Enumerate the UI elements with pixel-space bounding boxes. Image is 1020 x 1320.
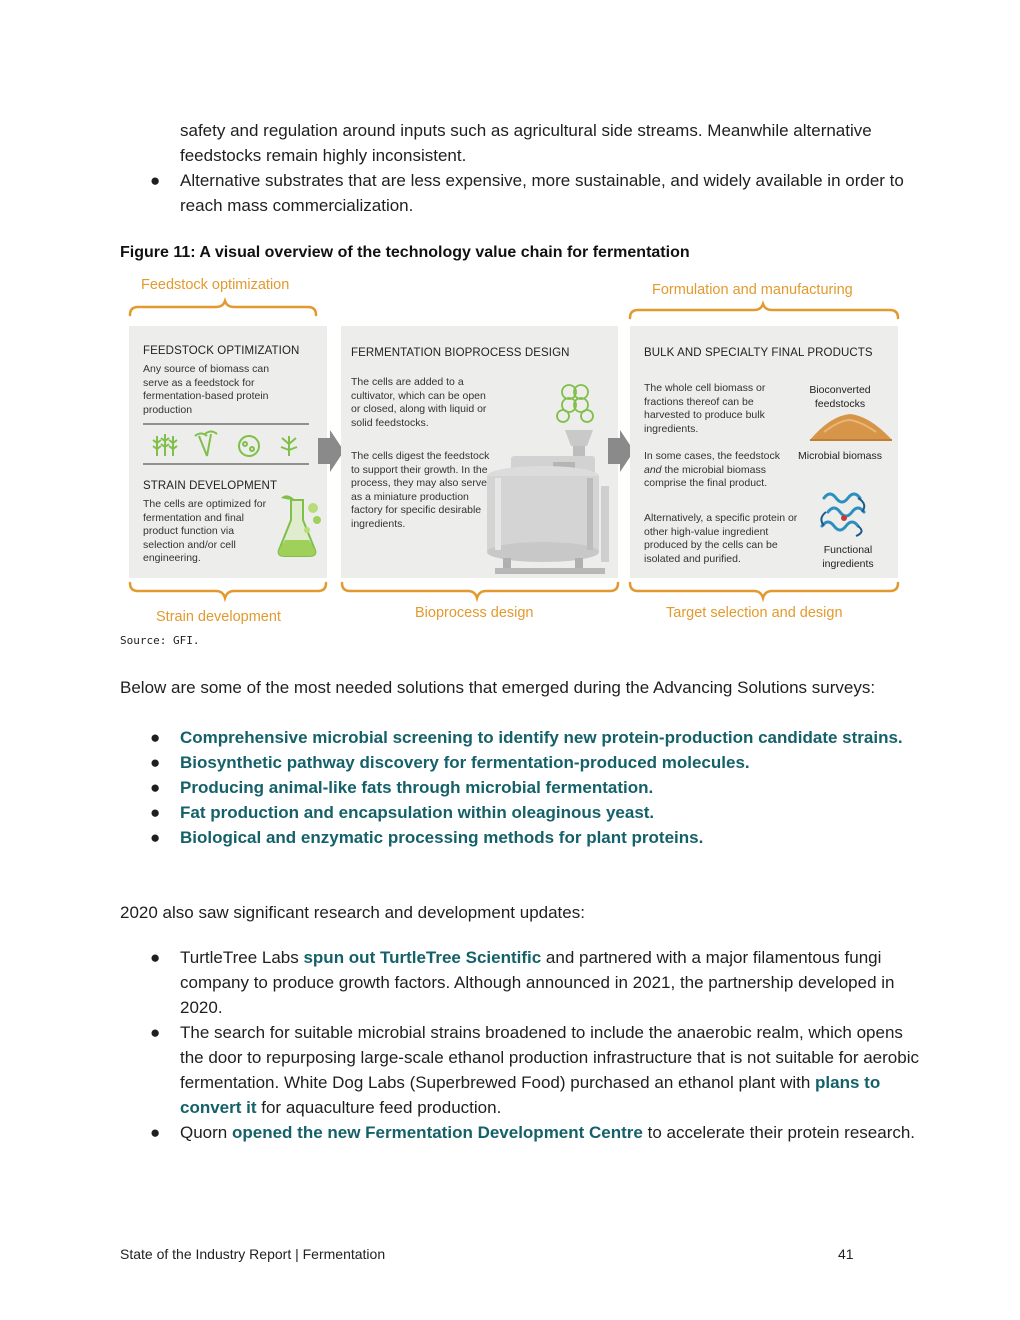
fermenter-icon xyxy=(481,378,618,576)
intro-continuation: safety and regulation around inputs such as agricultural side streams. Meanwhile alternative feedstocks remain highly inconsistent. xyxy=(180,121,872,165)
label-microbial-biomass: Microbial biomass xyxy=(797,450,883,462)
list-item[interactable] xyxy=(120,775,910,800)
page-number: 41 xyxy=(838,1246,854,1262)
panel-text-products-3: Alternatively, a specific protein or other high-value ingredient produced by the cells can be isolated and purified. xyxy=(644,512,798,565)
solution-link[interactable]: Comprehensive microbial screening to identify new protein-production candidate strains. xyxy=(180,728,903,747)
panel-title-final-products: BULK AND SPECIALTY FINAL PRODUCTS xyxy=(644,347,873,359)
stage-label-formulation: Formulation and manufacturing xyxy=(652,282,853,298)
panel-bioprocess xyxy=(341,326,618,578)
updates-list xyxy=(120,945,920,1145)
panel-text-products-2: In some cases, the feedstock and the microbial biomass comprise the final product. xyxy=(644,450,780,489)
brace-target xyxy=(630,583,898,598)
solution-link[interactable]: Biosynthetic pathway discovery for fermentation-produced molecules. xyxy=(180,753,750,772)
brace-strain xyxy=(130,583,326,598)
list-item[interactable] xyxy=(120,800,910,825)
footer-title: State of the Industry Report | Fermentation xyxy=(120,1246,386,1262)
link-plans-to-convert[interactable]: plans to convert it xyxy=(180,1073,881,1117)
list-item xyxy=(120,168,910,218)
stage-label-strain: Strain development xyxy=(156,609,281,625)
bullet-icon: ● xyxy=(150,1123,161,1142)
figure-source: Source: GFI. xyxy=(120,634,200,647)
stage-label-feedstock: Feedstock optimization xyxy=(141,277,290,293)
stage-label-target: Target selection and design xyxy=(666,605,843,621)
brace-feedstock xyxy=(130,301,316,315)
bullet-icon: ● xyxy=(150,778,161,797)
updates-intro: 2020 also saw significant research and development updates: xyxy=(120,903,585,922)
panel-feedstock-strain xyxy=(129,326,327,578)
wheat-icon xyxy=(153,434,177,456)
solution-link[interactable]: Producing animal-like fats through microbial fermentation. xyxy=(180,778,654,797)
cell-icon xyxy=(239,436,259,456)
figure-value-chain xyxy=(120,268,910,628)
list-item[interactable] xyxy=(120,825,910,850)
stage-label-bioprocess: Bioprocess design xyxy=(415,605,534,621)
protein-structure-icon xyxy=(818,488,874,540)
intro-bullets xyxy=(120,118,910,218)
bullet-icon: ● xyxy=(150,728,161,747)
panel-text-products-1: The whole cell biomass or fractions thereof can be harvested to produce bulk ingredients. xyxy=(644,382,766,435)
panel-text-strain: The cells are optimized for fermentation and final product function via selection and/or cell engineering. xyxy=(143,498,267,564)
link-turtletree-scientific[interactable]: spun out TurtleTree Scientific xyxy=(303,948,542,967)
solution-link[interactable]: Biological and enzymatic processing methods for plant proteins. xyxy=(180,828,704,847)
label-functional-ingredients: Functional ingredients xyxy=(822,544,874,570)
bullet-icon: ● xyxy=(150,171,161,190)
solution-link[interactable]: Fat production and encapsulation within oleaginous yeast. xyxy=(180,803,655,822)
mushroom-icon xyxy=(195,432,217,457)
list-item: ● TurtleTree Labs spun out TurtleTree Scientific and partnered with a major filamentous fungi company to produce growth factors. Although announced in 2021, the partnership developed in 2020. xyxy=(120,945,920,1020)
flask-icon xyxy=(273,494,323,560)
solutions-intro: Below are some of the most needed solutions that emerged during the Advancing Solutions surveys: xyxy=(120,678,876,697)
brace-bioprocess xyxy=(342,583,618,598)
panel-text-bioprocess-2: The cells digest the feedstock to support their growth. In the process, they may also serve as a miniature production factory for specific desirable ingredients. xyxy=(351,450,490,530)
list-item: ● The search for suitable microbial strains broadened to include the anaerobic realm, which opens the door to repurposing large-scale ethanol production infrastructure that is not suitable for aerobic fermentation. White Dog Labs (Superbrewed Food) purchased an ethanol plant with plans to convert it for aquaculture feed production. xyxy=(120,1020,920,1120)
list-item[interactable] xyxy=(120,750,910,775)
microbe-cluster-icon xyxy=(557,385,593,422)
solutions-list xyxy=(120,725,910,850)
bullet-icon: ● xyxy=(150,753,161,772)
feedstock-pile-icon xyxy=(806,410,896,444)
list-item: ● Quorn opened the new Fermentation Development Centre to accelerate their protein research. xyxy=(120,1120,920,1145)
figure-title: Figure 11: A visual overview of the technology value chain for fermentation xyxy=(120,244,690,261)
panel-title-strain: STRAIN DEVELOPMENT xyxy=(143,480,278,492)
panel-final-products xyxy=(630,326,898,578)
bullet-icon: ● xyxy=(150,1023,161,1042)
panel-title-bioprocess: FERMENTATION BIOPROCESS DESIGN xyxy=(351,347,570,359)
bullet-icon: ● xyxy=(150,948,161,967)
panel-text-feedstock: Any source of biomass can serve as a feedstock for fermentation-based protein production xyxy=(143,363,270,416)
bullet-icon: ● xyxy=(150,828,161,847)
brace-formulation xyxy=(630,304,898,318)
panel-text-bioprocess-1: The cells are added to a cultivator, which can be open or closed, along with liquid or solid feedstocks. xyxy=(351,376,487,429)
plant-icon xyxy=(281,436,297,456)
link-fermentation-centre[interactable]: opened the new Fermentation Development Centre xyxy=(231,1123,643,1142)
list-item[interactable] xyxy=(120,725,910,750)
feedstock-icons xyxy=(139,422,319,466)
bullet-icon: ● xyxy=(150,803,161,822)
panel-title-feedstock: FEEDSTOCK OPTIMIZATION xyxy=(143,345,300,357)
label-bioconverted-feedstocks: Bioconverted feedstocks xyxy=(809,384,871,410)
intro-bullet-text: Alternative substrates that are less expensive, more sustainable, and widely available in order to reach mass commercialization. xyxy=(180,171,904,215)
